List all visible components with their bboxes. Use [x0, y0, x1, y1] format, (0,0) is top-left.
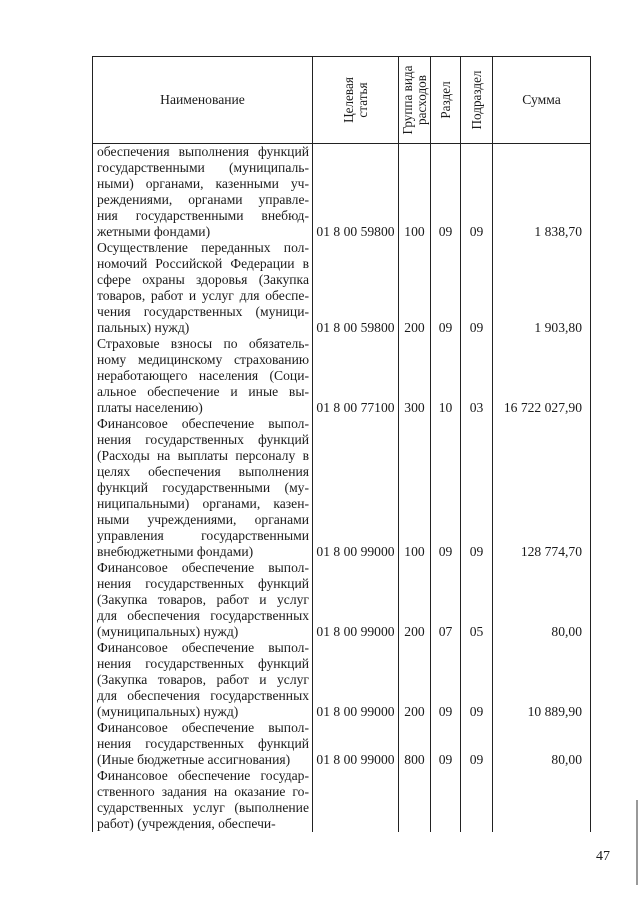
- row-name-line: Финансовое обеспечение выпол-: [97, 560, 309, 575]
- table-row: [93, 240, 591, 336]
- row-subsection: 09: [461, 240, 493, 336]
- row-name: [93, 560, 313, 640]
- row-subsection: 09: [461, 720, 493, 768]
- row-name-line: нения государственных функций: [97, 736, 309, 751]
- row-target-article: 01 8 00 77100: [313, 336, 399, 416]
- row-name-line: ния государственными внебюд-: [97, 208, 309, 223]
- row-target-article: 01 8 00 59800: [313, 144, 399, 241]
- row-sum: 10 889,90: [493, 640, 591, 720]
- row-section: 10: [431, 336, 461, 416]
- row-target-article: 01 8 00 99000: [313, 640, 399, 720]
- row-sum: 80,00: [493, 560, 591, 640]
- row-name-line: ными) органами, казенными уч-: [97, 176, 309, 191]
- row-name-line: Финансовое обеспечение государ-: [97, 768, 309, 783]
- row-section: 09: [431, 720, 461, 768]
- row-sum: [493, 768, 591, 832]
- row-expense-group: 200: [399, 560, 431, 640]
- row-name-line: работ) (учреждения, обеспечи-: [97, 816, 276, 831]
- header-expense-group: Группа вида расходов: [399, 57, 431, 144]
- row-sum: 128 774,70: [493, 416, 591, 560]
- table-row: [93, 144, 591, 241]
- row-name-line: платы населению): [97, 400, 203, 415]
- row-name-line: функций государственными (му-: [97, 480, 309, 495]
- row-name-line: управления государственными: [97, 528, 309, 543]
- header-target-article: Целевая статья: [313, 57, 399, 144]
- row-name: [93, 336, 313, 416]
- row-section: [431, 768, 461, 832]
- row-name-line: ному медицинскому страхованию: [97, 352, 309, 367]
- row-name-line: (Закупка товаров, работ и услуг: [97, 672, 309, 687]
- row-name-line: ными учреждениями, органами: [97, 512, 309, 527]
- row-expense-group: 800: [399, 720, 431, 768]
- row-expense-group: [399, 768, 431, 832]
- row-name-line: (муниципальных) нужд): [97, 704, 239, 719]
- table-row: [93, 416, 591, 560]
- table-row: [93, 720, 591, 768]
- row-name-line: внебюджетными фондами): [97, 544, 254, 559]
- row-name-line: альное обеспечение и иные вы-: [97, 384, 309, 399]
- row-name-line: (Закупка товаров, работ и услуг: [97, 592, 309, 607]
- row-sum: 80,00: [493, 720, 591, 768]
- row-name-line: пальных) нужд): [97, 320, 190, 335]
- budget-table: [92, 56, 591, 832]
- row-name-line: неработающего населения (Соци-: [97, 368, 309, 383]
- row-name-line: государственными (муниципаль-: [97, 160, 309, 175]
- row-name-line: Страховые взносы по обязатель-: [97, 336, 309, 351]
- row-name: [93, 416, 313, 560]
- row-name-line: (муниципальных) нужд): [97, 624, 239, 639]
- row-name-line: товаров, работ и услуг для обеспе-: [97, 288, 309, 303]
- row-subsection: 09: [461, 416, 493, 560]
- row-name-line: Финансовое обеспечение выпол-: [97, 416, 309, 431]
- row-name-line: Финансовое обеспечение выпол-: [97, 640, 309, 655]
- row-section: 09: [431, 640, 461, 720]
- scan-edge-shadow: [636, 800, 638, 885]
- row-name-line: (Расходы на выплаты персоналу в: [97, 448, 309, 463]
- row-name: [93, 768, 313, 832]
- row-name-line: целях обеспечения выполнения: [97, 464, 309, 479]
- row-name-line: для обеспечения государственных: [97, 688, 309, 703]
- row-section: 09: [431, 416, 461, 560]
- row-subsection: 03: [461, 336, 493, 416]
- row-expense-group: 300: [399, 336, 431, 416]
- row-name-line: обеспечения выполнения функций: [97, 144, 309, 159]
- row-name-line: ниципальными) органами, казен-: [97, 496, 309, 511]
- row-name-line: нения государственных функций: [97, 432, 309, 447]
- row-name-line: нения государственных функций: [97, 656, 309, 671]
- row-target-article: 01 8 00 99000: [313, 560, 399, 640]
- row-name: [93, 240, 313, 336]
- row-section: 09: [431, 144, 461, 241]
- row-expense-group: 200: [399, 240, 431, 336]
- row-name-line: сфере охраны здоровья (Закупка: [97, 272, 309, 287]
- row-expense-group: 200: [399, 640, 431, 720]
- header-sum: Сумма: [493, 57, 591, 144]
- row-name-line: ственного задания на оказание го-: [97, 784, 309, 799]
- row-section: 07: [431, 560, 461, 640]
- header-section: Раздел: [431, 57, 461, 144]
- row-name-line: жетными фондами): [97, 224, 211, 239]
- table-header-row: [93, 57, 591, 144]
- row-sum: 1 838,70: [493, 144, 591, 241]
- row-section: 09: [431, 240, 461, 336]
- header-subsection: Подраздел: [461, 57, 493, 144]
- table-row: [93, 336, 591, 416]
- table-row: [93, 768, 591, 832]
- row-name-line: нения государственных функций: [97, 576, 309, 591]
- row-subsection: 09: [461, 144, 493, 241]
- row-target-article: [313, 768, 399, 832]
- row-sum: 16 722 027,90: [493, 336, 591, 416]
- row-name-line: (Иные бюджетные ассигнования): [97, 752, 291, 767]
- row-subsection: 05: [461, 560, 493, 640]
- row-subsection: 09: [461, 640, 493, 720]
- row-target-article: 01 8 00 59800: [313, 240, 399, 336]
- row-name-line: номочий Российской Федерации в: [97, 256, 309, 271]
- table-row: [93, 640, 591, 720]
- page-number: 47: [596, 849, 610, 864]
- row-name: [93, 720, 313, 768]
- table-row: [93, 560, 591, 640]
- row-expense-group: 100: [399, 416, 431, 560]
- row-name: [93, 640, 313, 720]
- row-target-article: 01 8 00 99000: [313, 416, 399, 560]
- row-name-line: Осуществление переданных пол-: [97, 240, 309, 255]
- row-name-line: для обеспечения государственных: [97, 608, 309, 623]
- row-target-article: 01 8 00 99000: [313, 720, 399, 768]
- row-name: [93, 144, 313, 241]
- header-name: Наименование: [93, 57, 313, 144]
- row-expense-group: 100: [399, 144, 431, 241]
- row-name-line: чения государственных (муници-: [97, 304, 309, 319]
- row-sum: 1 903,80: [493, 240, 591, 336]
- row-name-line: Финансовое обеспечение выпол-: [97, 720, 309, 735]
- row-name-line: сударственных услуг (выполнение: [97, 800, 309, 815]
- row-name-line: реждениями, органами управле-: [97, 192, 309, 207]
- row-subsection: [461, 768, 493, 832]
